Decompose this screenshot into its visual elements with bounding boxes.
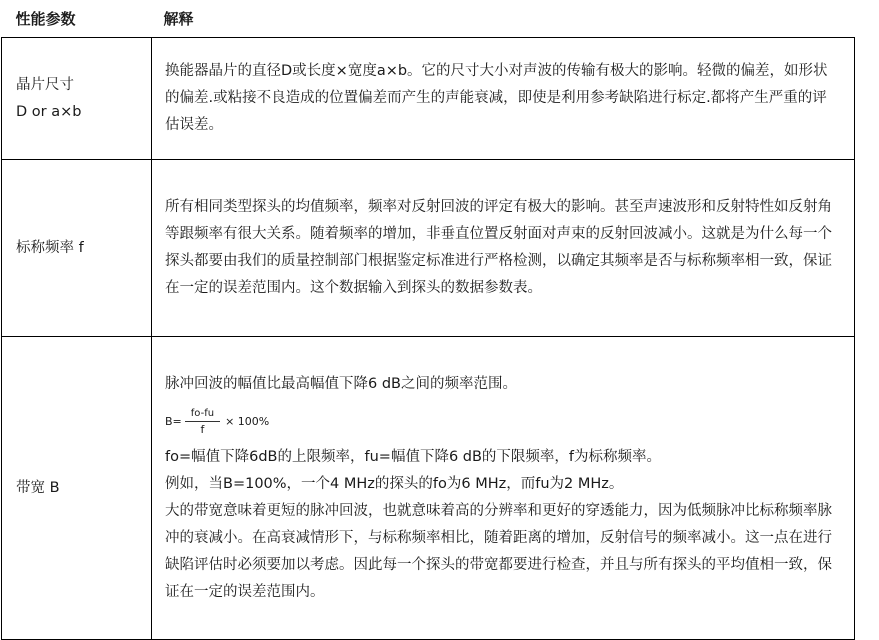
param-symbol: D or a×b bbox=[16, 103, 82, 120]
header-parameter: 性能参数 bbox=[2, 0, 152, 38]
description-text: 大的带宽意味着更短的脉冲回波，也就意味着高的分辨率和更好的穿透能力，因为低频脉冲比标称频率脉冲的衰减小。在高衰减情形下，与标称频率相比，随着距离的增加，反射信号的频率减小。这一点在进行缺陷评估时必须要加以考虑。因此每一个探头的带宽都要进行检查，并且与所有探头的平均值相一致，保证在一定的误差范围内。 bbox=[165, 502, 832, 600]
description-text: 所有相同类型探头的均值频率，频率对反射回波的评定有极大的影响。甚至声速波形和反射特性如反射角等跟频率有很大关系。随着频率的增加，非垂直位置反射面对声束的反射回波减小。这就是为什么每一个探头都要由我们的质量控制部门根据鉴定标准进行严格检测，以确定其频率是否与标称频率相一致，保证在一定的误差范围内。这个数据输入到探头的数据参数表。 bbox=[165, 199, 832, 296]
table-header-row bbox=[2, 0, 855, 38]
description-example: 例如，当B=100%，一个4 MHz的探头的fo为6 MHz，而fu为2 MHz。 bbox=[165, 475, 624, 492]
formula-numerator: fo-fu bbox=[185, 406, 220, 422]
param-description bbox=[152, 38, 855, 160]
param-name bbox=[2, 38, 152, 160]
description-text: 换能器晶片的直径D或长度×宽度a×b。它的尺寸大小对声波的传输有极大的影响。轻微的偏差，如形状的偏差.或粘接不良造成的位置偏差而产生的声能衰减，即使是利用参考缺陷进行标定.都将产生严重的评估误差。 bbox=[165, 63, 828, 133]
parameters-table bbox=[1, 0, 855, 640]
formula-fraction bbox=[185, 406, 220, 437]
formula-denominator: f bbox=[200, 423, 205, 436]
param-description bbox=[152, 337, 855, 640]
description-definition: fo=幅值下降6dB的上限频率，fu=幅值下降6 dB的下限频率，f为标称频率。 bbox=[165, 448, 662, 465]
param-name: 标称频率 f bbox=[2, 160, 152, 337]
param-name: 带宽 B bbox=[2, 337, 152, 640]
formula-tail: × 100% bbox=[225, 415, 270, 428]
formula-lhs: B= bbox=[165, 415, 182, 428]
header-explanation: 解释 bbox=[152, 0, 855, 38]
bandwidth-formula bbox=[165, 406, 840, 438]
description-intro: 脉冲回波的幅值比最高幅值下降6 dB之间的频率范围。 bbox=[165, 375, 517, 392]
param-description bbox=[152, 160, 855, 337]
table-row bbox=[2, 160, 855, 337]
table-row bbox=[2, 337, 855, 640]
table-row bbox=[2, 38, 855, 160]
param-name-line: 晶片尺寸 bbox=[16, 76, 74, 93]
